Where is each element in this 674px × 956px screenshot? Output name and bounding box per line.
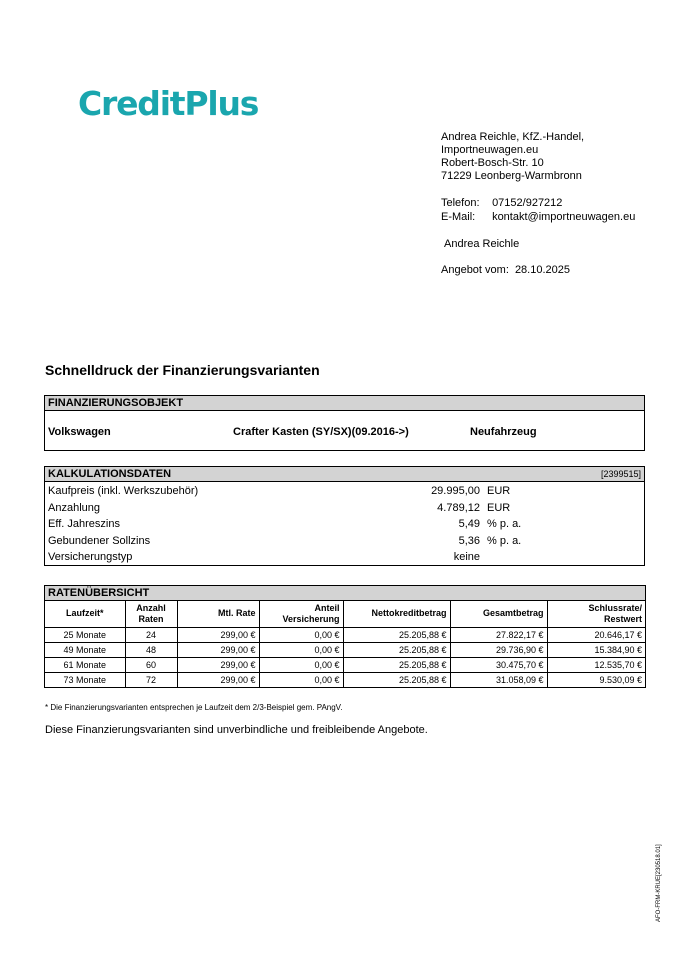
cell: 31.058,09 €	[450, 672, 547, 687]
cell: 48	[125, 642, 177, 657]
calc-value: 4.789,12	[437, 502, 480, 514]
cell: 25.205,88 €	[343, 672, 450, 687]
cell: 24	[125, 627, 177, 642]
col-header: Anzahl Raten	[125, 601, 177, 627]
calc-value: 5,49	[458, 518, 480, 530]
vehicle-brand: Volkswagen	[48, 426, 111, 438]
cell: 299,00 €	[177, 672, 259, 687]
creditplus-logo	[78, 84, 258, 124]
cell: 299,00 €	[177, 642, 259, 657]
dealer-contact	[441, 197, 635, 224]
document-title: Schnelldruck der Finanzierungsvarianten	[45, 362, 320, 378]
offer-date	[441, 264, 570, 276]
calc-value: 29.995,00	[431, 485, 480, 497]
calc-label: Eff. Jahreszins	[48, 518, 120, 530]
offer-label: Angebot vom:	[441, 264, 509, 276]
rate-table	[45, 601, 645, 687]
col-header: Schlussrate/ Restwert	[547, 601, 645, 627]
calculation-section	[44, 466, 645, 566]
cell: 15.384,90 €	[547, 642, 645, 657]
table-row	[45, 657, 645, 672]
logo-text: CreditPlus	[78, 84, 259, 123]
section-title: KALKULATIONSDATEN	[48, 468, 172, 480]
reference-number: [2399515]	[600, 469, 641, 479]
calc-unit: % p. a.	[487, 535, 522, 547]
footnote: * Die Finanzierungsvarianten entsprechen je Laufzeit dem 2/3-Beispiel gem. PAngV.	[45, 703, 343, 712]
calc-unit: EUR	[487, 485, 511, 497]
cell: 299,00 €	[177, 657, 259, 672]
calc-unit: % p. a.	[487, 518, 522, 530]
dealer-line: Importneuwagen.eu	[441, 144, 539, 156]
phone-value: 07152/927212	[492, 197, 563, 209]
calc-value: keine	[453, 551, 480, 563]
cell: 0,00 €	[259, 657, 343, 672]
section-header: RATENÜBERSICHT	[45, 586, 645, 601]
cell: 60	[125, 657, 177, 672]
section-header	[45, 467, 644, 482]
calc-label: Anzahlung	[48, 502, 100, 514]
cell: 25.205,88 €	[343, 642, 450, 657]
phone-label: Telefon:	[441, 197, 480, 209]
cell: 299,00 €	[177, 627, 259, 642]
calc-value: 5,36	[458, 535, 480, 547]
section-header: FINANZIERUNGSOBJEKT	[45, 396, 644, 411]
col-header: Nettokreditbetrag	[343, 601, 450, 627]
cell: 29.736,90 €	[450, 642, 547, 657]
cell: 0,00 €	[259, 627, 343, 642]
cell: 0,00 €	[259, 672, 343, 687]
cell: 73 Monate	[45, 672, 125, 687]
col-header: Anteil Versicherung	[259, 601, 343, 627]
email-label: E-Mail:	[441, 210, 476, 223]
cell: 49 Monate	[45, 642, 125, 657]
col-header: Laufzeit*	[45, 601, 125, 627]
table-row	[45, 627, 645, 642]
offer-date-value: 28.10.2025	[514, 264, 570, 276]
cell: 25.205,88 €	[343, 627, 450, 642]
cell: 72	[125, 672, 177, 687]
cell: 30.475,70 €	[450, 657, 547, 672]
dealer-address	[441, 131, 584, 183]
cell: 9.530,09 €	[599, 674, 642, 685]
cell: 25.205,88 €	[343, 657, 450, 672]
calc-label: Gebundener Sollzins	[48, 535, 151, 547]
disclaimer: Diese Finanzierungsvarianten sind unverbindliche und freibleibende Angebote.	[45, 724, 428, 736]
cell: 20.646,17 €	[547, 627, 645, 642]
table-row	[45, 672, 645, 687]
table-row	[45, 642, 645, 657]
calc-label: Versicherungstyp	[48, 551, 133, 563]
table-header-row	[45, 601, 645, 627]
dealer-line: Robert-Bosch-Str. 10	[441, 157, 544, 169]
email-value: kontakt@importneuwagen.eu	[492, 210, 636, 223]
cell: 61 Monate	[45, 657, 125, 672]
financing-object-section	[44, 395, 645, 451]
vehicle-model: Crafter Kasten (SY/SX)(09.2016->)	[233, 426, 409, 438]
contact-person: Andrea Reichle	[444, 238, 520, 250]
col-header: Gesamtbetrag	[450, 601, 547, 627]
cell: 25 Monate	[45, 627, 125, 642]
cell: 27.822,17 €	[450, 627, 547, 642]
calc-label: Kaufpreis (inkl. Werkszubehör)	[48, 485, 199, 497]
cell: 12.535,70 €	[547, 657, 645, 672]
col-header: Mtl. Rate	[177, 601, 259, 627]
form-code: AFO-FRM-KRUE[230518.01]	[656, 844, 662, 922]
dealer-line: Andrea Reichle, KfZ.-Handel,	[441, 131, 585, 143]
cell: 0,00 €	[259, 642, 343, 657]
vehicle-condition: Neufahrzeug	[470, 426, 537, 438]
rate-overview-section	[44, 585, 646, 688]
calc-unit: EUR	[487, 502, 511, 514]
dealer-line: 71229 Leonberg-Warmbronn	[441, 170, 582, 182]
